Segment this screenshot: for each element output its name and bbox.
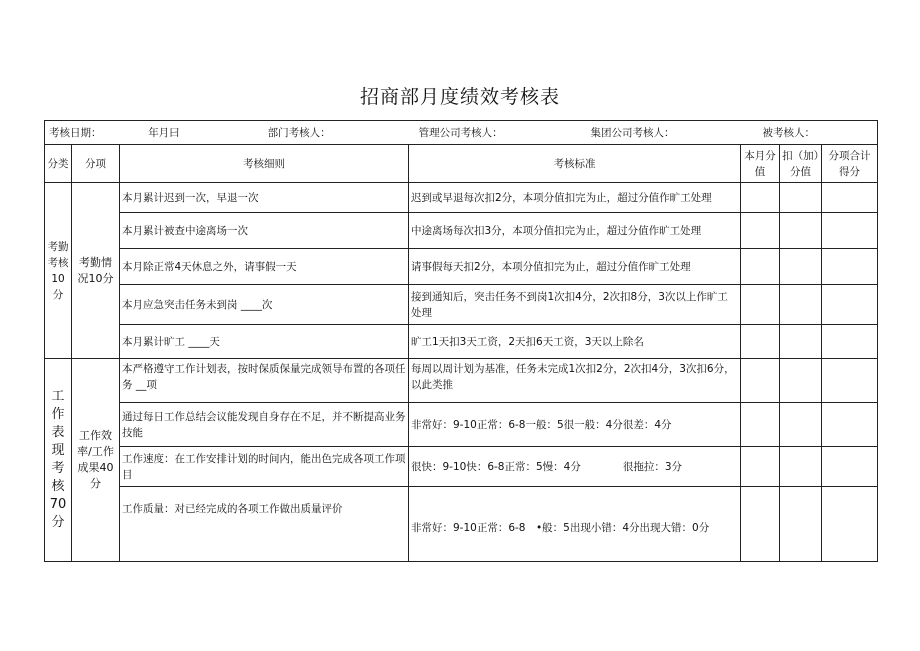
subtotal-input-cell[interactable] xyxy=(822,447,878,487)
mgmt-reviewer-label: 管理公司考核人： xyxy=(418,126,503,139)
detail-cell: 通过每日工作总结会议能发现自身存在不足，并不断提高业务技能 xyxy=(120,403,409,447)
col-deduct-add: 扣（加）分值 xyxy=(780,145,822,183)
standard-cell: 中途离场每次扣3分，本项分值扣完为止，超过分值作旷工处理 xyxy=(409,213,741,249)
detail-cell: 工作速度：在工作安排计划的时间内，能出色完成各项工作项目 xyxy=(120,447,409,487)
deduct-input-cell[interactable] xyxy=(780,487,822,562)
detail-cell: 本月累计被查中途离场一次 xyxy=(120,213,409,249)
standard-cell: 非常好：9-10正常：6-8一般：5很一般：4分很差：4分 xyxy=(409,403,741,447)
reviewee-label: 被考核人： xyxy=(762,126,815,139)
table-row xyxy=(45,487,878,562)
standard-cell: 请事假每天扣2分，本项分值扣完为止，超过分值作旷工处理 xyxy=(409,249,741,285)
subtotal-input-cell[interactable] xyxy=(822,403,878,447)
deduct-input-cell[interactable] xyxy=(780,249,822,285)
detail-cell: 本月除正常4天休息之外，请事假一天 xyxy=(120,249,409,285)
score-input-cell[interactable] xyxy=(741,359,780,403)
table-row xyxy=(45,325,878,359)
subtotal-input-cell[interactable] xyxy=(822,487,878,562)
score-input-cell[interactable] xyxy=(741,447,780,487)
dept-reviewer-label: 部门考核人： xyxy=(267,126,331,139)
score-input-cell[interactable] xyxy=(741,487,780,562)
col-standard: 考核标准 xyxy=(409,145,741,183)
category-cell: 考勤考核10分 xyxy=(45,183,72,359)
col-month-score: 本月分值 xyxy=(741,145,780,183)
table-row xyxy=(45,213,878,249)
subtotal-input-cell[interactable] xyxy=(822,325,878,359)
score-input-cell[interactable] xyxy=(741,249,780,285)
subtotal-input-cell[interactable] xyxy=(822,213,878,249)
score-input-cell[interactable] xyxy=(741,285,780,325)
score-input-cell[interactable] xyxy=(741,213,780,249)
deduct-input-cell[interactable] xyxy=(780,447,822,487)
subtotal-input-cell[interactable] xyxy=(822,249,878,285)
score-input-cell[interactable] xyxy=(741,183,780,213)
category-cell: 工作表现考核70分 xyxy=(45,359,72,562)
detail-cell: 本月累计迟到一次，早退一次 xyxy=(120,183,409,213)
item-cell: 考勤情况10分 xyxy=(72,183,120,359)
deduct-input-cell[interactable] xyxy=(780,183,822,213)
subtotal-input-cell[interactable] xyxy=(822,183,878,213)
header-info-row xyxy=(45,121,878,145)
col-category: 分类 xyxy=(45,145,72,183)
detail-cell: 工作质量：对已经完成的各项工作做出质量评价 xyxy=(120,487,409,562)
deduct-input-cell[interactable] xyxy=(780,325,822,359)
column-header-row xyxy=(45,145,878,183)
col-subtotal: 分项合计得分 xyxy=(822,145,878,183)
score-input-cell[interactable] xyxy=(741,403,780,447)
subtotal-input-cell[interactable] xyxy=(822,359,878,403)
detail-cell: 本月应急突击任务未到岗 ____次 xyxy=(120,285,409,325)
date-label: 考核日期： xyxy=(49,126,102,139)
table-row xyxy=(45,249,878,285)
item-cell: 工作效率/工作成果40分 xyxy=(72,359,120,562)
deduct-input-cell[interactable] xyxy=(780,403,822,447)
table-row xyxy=(45,403,878,447)
standard-cell: 非常好：9-10正常：6-8 •般：5出现小错：4分出现大错：0分 xyxy=(409,487,741,562)
standard-cell: 旷工1天扣3天工资，2天扣6天工资，3天以上除名 xyxy=(409,325,741,359)
standard-cell: 接到通知后，突击任务不到岗1次扣4分，2次扣8分，3次以上作旷工处理 xyxy=(409,285,741,325)
deduct-input-cell[interactable] xyxy=(780,359,822,403)
table-row xyxy=(45,183,878,213)
table-row xyxy=(45,447,878,487)
col-item: 分项 xyxy=(72,145,120,183)
deduct-input-cell[interactable] xyxy=(780,213,822,249)
page-title: 招商部月度绩效考核表 xyxy=(359,86,560,108)
standard-cell: 迟到或早退每次扣2分，本项分值扣完为止，超过分值作旷工处理 xyxy=(409,183,741,213)
col-details: 考核细则 xyxy=(120,145,409,183)
header-info-cell xyxy=(45,121,878,145)
table-row xyxy=(45,359,878,403)
detail-cell: 本严格遵守工作计划表，按时保质保量完成领导布置的各项任务 __项 xyxy=(120,359,409,403)
subtotal-input-cell[interactable] xyxy=(822,285,878,325)
standard-cell: 很快：9-10快：6-8正常：5慢：4分 很拖拉：3分 xyxy=(409,447,741,487)
table-row xyxy=(45,285,878,325)
score-input-cell[interactable] xyxy=(741,325,780,359)
group-reviewer-label: 集团公司考核人： xyxy=(590,126,675,139)
date-value: 年月曰 xyxy=(148,126,180,139)
standard-cell: 每周以周计划为基准，任务未完成1次扣2分，2次扣4分，3次扣6分，以此类推 xyxy=(409,359,741,403)
detail-cell: 本月累计旷工 ____天 xyxy=(120,325,409,359)
deduct-input-cell[interactable] xyxy=(780,285,822,325)
assessment-table xyxy=(44,120,878,562)
